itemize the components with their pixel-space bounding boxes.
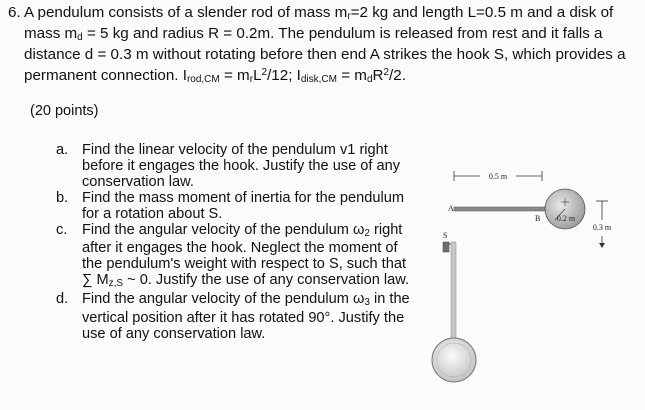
part-text: Find the mass moment of inertia for the pendulum for a rotation about S.	[82, 189, 405, 222]
part-c	[56, 223, 416, 293]
problem-number: 6.	[8, 4, 21, 21]
label-s: S	[443, 231, 448, 240]
pendulum-diagram	[428, 160, 638, 405]
rod	[454, 207, 546, 211]
label-a: A	[448, 204, 454, 213]
rod-vertical	[451, 242, 456, 340]
sub-questions	[56, 143, 416, 343]
drop-label: 0.3 m	[592, 223, 612, 232]
length-label: 0.5 m	[488, 172, 508, 181]
label-b: B	[535, 214, 541, 223]
part-letter: d.	[56, 291, 69, 308]
points-label: (20 points)	[30, 103, 99, 119]
radius-label: 0.2 m	[556, 214, 576, 223]
part-text: Find the angular velocity of the pendulum $\omega_3$ in the vertical position after it has rotated 90°. Justify the use of any conservation law.	[82, 291, 410, 342]
hook-mount	[443, 242, 449, 252]
part-b	[56, 191, 416, 223]
part-letter: b.	[56, 189, 69, 206]
problem-text: A pendulum consists of a slender rod of mass $m_r=2$ kg and length L=0.5 m and a disk of mass $m_d = 5$ kg and radius R = 0.2m. The pendulum is released from rest and it falls a distance d = 0.3 m without rotating before then end A strikes the hook S, which provides a permanent connection. $I_{rod,CM} = m_rL^2/12$; $I_{disk,CM} = m_dR^2/2$.	[24, 4, 626, 85]
part-letter: c.	[56, 221, 68, 238]
disk-vertical	[432, 338, 476, 382]
problem-statement	[8, 4, 640, 88]
part-d	[56, 292, 416, 343]
part-text: Find the linear velocity of the pendulum v1 right before it engages the hook. Justify the use of any conservation law.	[82, 142, 401, 190]
part-text: Find the angular velocity of the pendulum $\omega_2$ right after it engages the hook. Neglect the moment of the pendulum's weight with respect to S, such that ∑ $M_{z,S}$ ~ 0. Justify the use of any conservation law.	[82, 221, 410, 290]
part-a	[56, 143, 416, 191]
pendulum-figure	[428, 160, 638, 405]
part-letter: a.	[56, 142, 69, 158]
